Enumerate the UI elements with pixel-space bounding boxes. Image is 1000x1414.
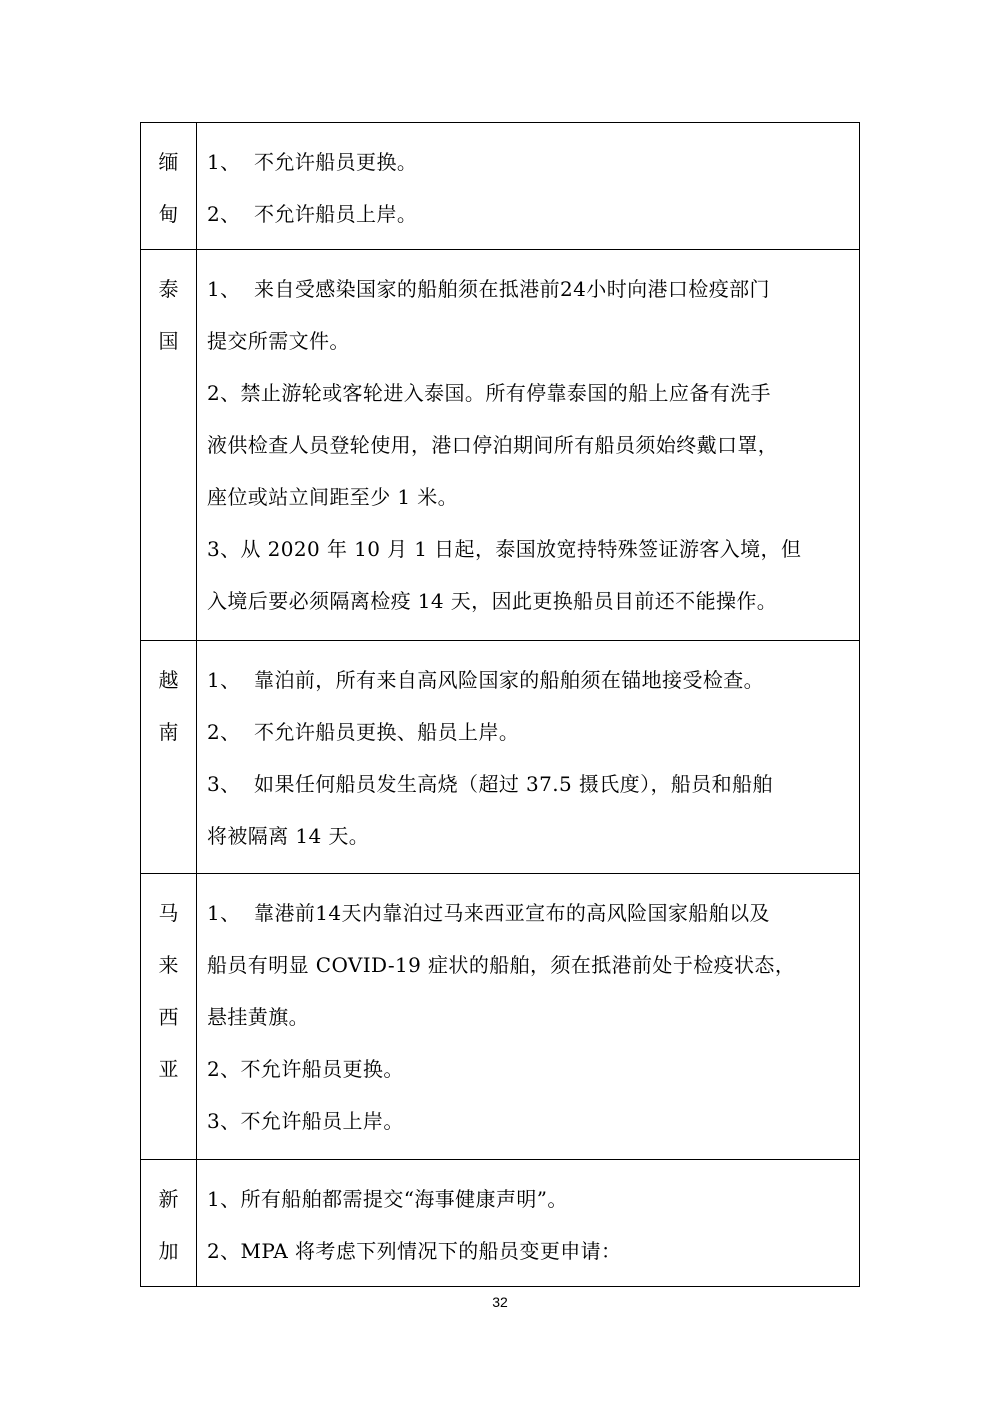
content-line: 1、 不允许船员更换。 bbox=[207, 150, 418, 174]
content-line: 2、 不允许船员更换、船员上岸。 bbox=[207, 720, 520, 744]
content-line: 1、 来自受感染国家的船舶须在抵港前24小时向港口检疫部门 bbox=[207, 277, 770, 301]
table-row-vietnam bbox=[141, 641, 860, 874]
country-char: 来 bbox=[158, 953, 179, 977]
page-number: 32 bbox=[492, 1294, 508, 1310]
country-char: 国 bbox=[158, 329, 179, 353]
content-line: 3、 如果任何船员发生高烧（超过 37.5 摄氏度），船员和船舶 bbox=[207, 772, 773, 796]
content-cell bbox=[197, 250, 860, 641]
country-char: 马 bbox=[158, 901, 179, 925]
table-row-myanmar bbox=[141, 123, 860, 250]
content-line: 座位或站立间距至少 1 米。 bbox=[207, 485, 459, 509]
content-line: 将被隔离 14 天。 bbox=[207, 824, 370, 848]
content-line: 入境后要必须隔离检疫 14 天，因此更换船员目前还不能操作。 bbox=[207, 589, 778, 613]
table-row-malaysia bbox=[141, 874, 860, 1160]
content-line: 2、禁止游轮或客轮进入泰国。所有停靠泰国的船上应备有洗手 bbox=[207, 381, 771, 405]
table-body bbox=[141, 123, 860, 1287]
country-char: 越 bbox=[158, 668, 179, 692]
table-row-thailand bbox=[141, 250, 860, 641]
content-line: 悬挂黄旗。 bbox=[207, 1005, 309, 1029]
country-cell bbox=[141, 250, 197, 641]
content-line: 3、从 2020 年 10 月 1 日起，泰国放宽持特殊签证游客入境，但 bbox=[207, 537, 802, 561]
country-char: 新 bbox=[158, 1187, 179, 1211]
content-line: 2、不允许船员更换。 bbox=[207, 1057, 404, 1081]
country-char: 泰 bbox=[158, 277, 179, 301]
country-char: 甸 bbox=[158, 202, 179, 226]
country-cell bbox=[141, 874, 197, 1160]
content-line: 提交所需文件。 bbox=[207, 329, 350, 353]
content-line: 2、 不允许船员上岸。 bbox=[207, 202, 418, 226]
content-cell bbox=[197, 874, 860, 1160]
country-cell bbox=[141, 123, 197, 250]
country-cell bbox=[141, 641, 197, 874]
content-line: 1、 靠港前14天内靠泊过马来西亚宣布的高风险国家船舶以及 bbox=[207, 901, 770, 925]
content-line: 1、 靠泊前，所有来自高风险国家的船舶须在锚地接受检查。 bbox=[207, 668, 765, 692]
regulations-table bbox=[140, 122, 860, 1287]
country-cell bbox=[141, 1160, 197, 1287]
content-line: 2、MPA 将考虑下列情况下的船员变更申请： bbox=[207, 1239, 622, 1263]
country-char: 亚 bbox=[158, 1057, 179, 1081]
country-char: 缅 bbox=[158, 150, 179, 174]
content-cell bbox=[197, 123, 860, 250]
country-char: 加 bbox=[158, 1239, 179, 1263]
content-line: 液供检查人员登轮使用，港口停泊期间所有船员须始终戴口罩， bbox=[207, 433, 779, 457]
country-char: 西 bbox=[158, 1005, 179, 1029]
content-line: 3、不允许船员上岸。 bbox=[207, 1109, 404, 1133]
country-char: 南 bbox=[158, 720, 179, 744]
content-line: 船员有明显 COVID-19 症状的船舶，须在抵港前处于检疫状态， bbox=[207, 953, 796, 977]
table-row-singapore bbox=[141, 1160, 860, 1287]
content-cell bbox=[197, 1160, 860, 1287]
content-line: 1、所有船舶都需提交“海事健康声明”。 bbox=[207, 1187, 568, 1211]
content-cell bbox=[197, 641, 860, 874]
